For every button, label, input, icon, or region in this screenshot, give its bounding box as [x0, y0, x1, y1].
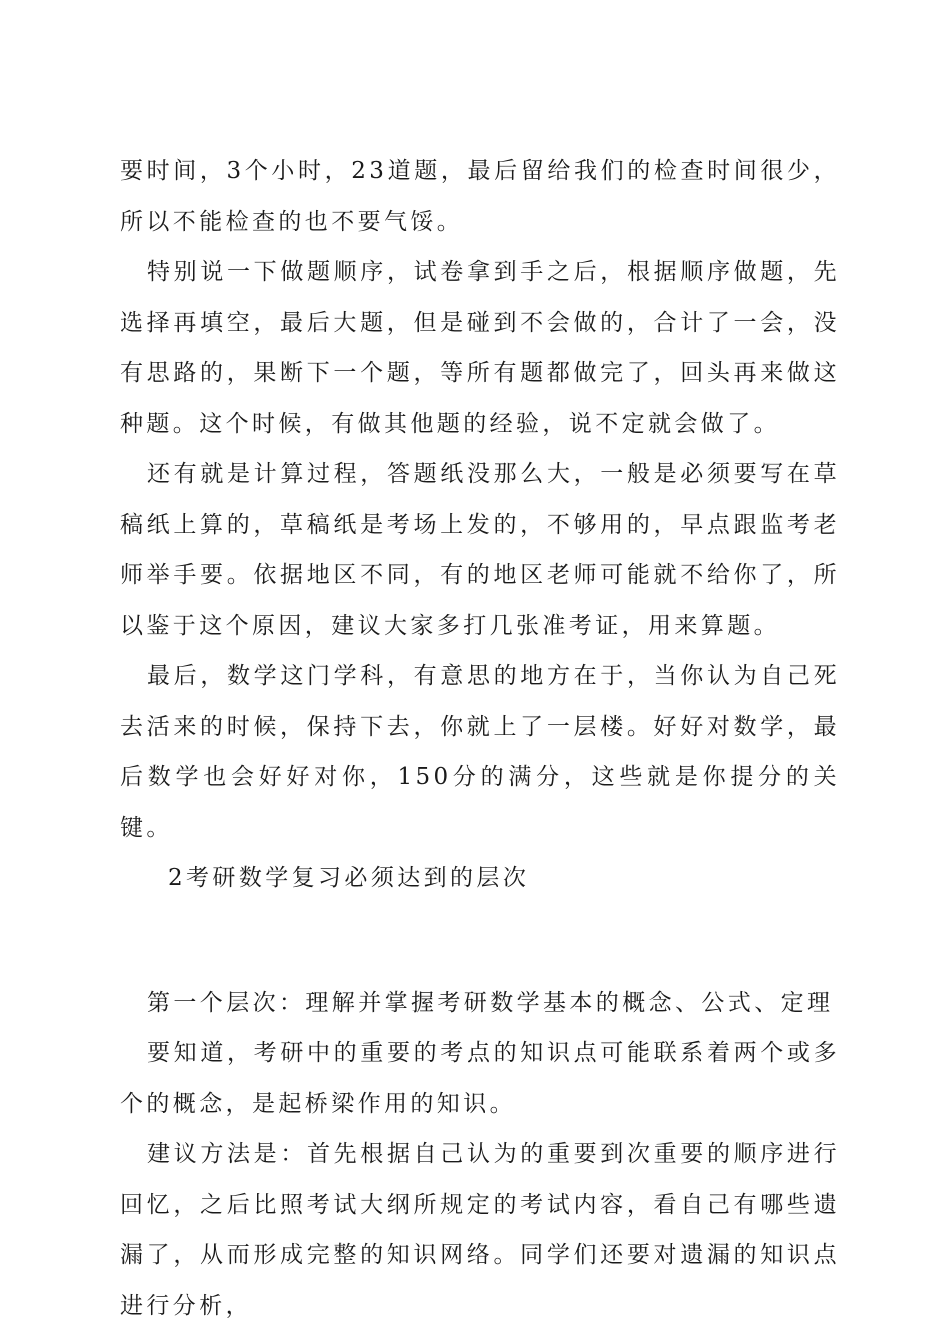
paragraph: 建议方法是：首先根据自己认为的重要到次重要的顺序进行回忆，之后比照考试大纲所规定的考试内容，看自己有哪些遗漏了，从而形成完整的知识网络。同学们还要对遗漏的知识点进行分析， — [120, 1141, 840, 1319]
document-body — [120, 146, 840, 1331]
paragraph: 特别说一下做题顺序，试卷拿到手之后，根据顺序做题，先选择再填空，最后大题，但是碰到不会做的，合计了一会，没有思路的，果断下一个题，等所有题都做完了，回头再来做这种题。这个时候，有做其他题的经验，说不定就会做了。 — [120, 259, 840, 437]
paragraph: 最后，数学这门学科，有意思的地方在于，当你认为自己死去活来的时候，保持下去，你就上了一层楼。好好对数学，最后数学也会好好对你，150分的满分，这些就是你提分的关键。 — [120, 663, 840, 841]
subheading: 第一个层次：理解并掌握考研数学基本的概念、公式、定理 — [147, 989, 834, 1016]
section-heading: 2考研数学复习必须达到的层次 — [168, 865, 530, 891]
paragraph: 要时间，3个小时，23道题，最后留给我们的检查时间很少，所以不能检查的也不要气馁。 — [120, 158, 840, 235]
paragraph: 还有就是计算过程，答题纸没那么大，一般是必须要写在草稿纸上算的，草稿纸是考场上发的，不够用的，早点跟监考老师举手要。依据地区不同，有的地区老师可能就不给你了，所以鉴于这个原因，建议大家多打几张准考证，用来算题。 — [120, 461, 840, 639]
paragraph: 要知道，考研中的重要的考点的知识点可能联系着两个或多个的概念，是起桥梁作用的知识。 — [120, 1040, 840, 1117]
